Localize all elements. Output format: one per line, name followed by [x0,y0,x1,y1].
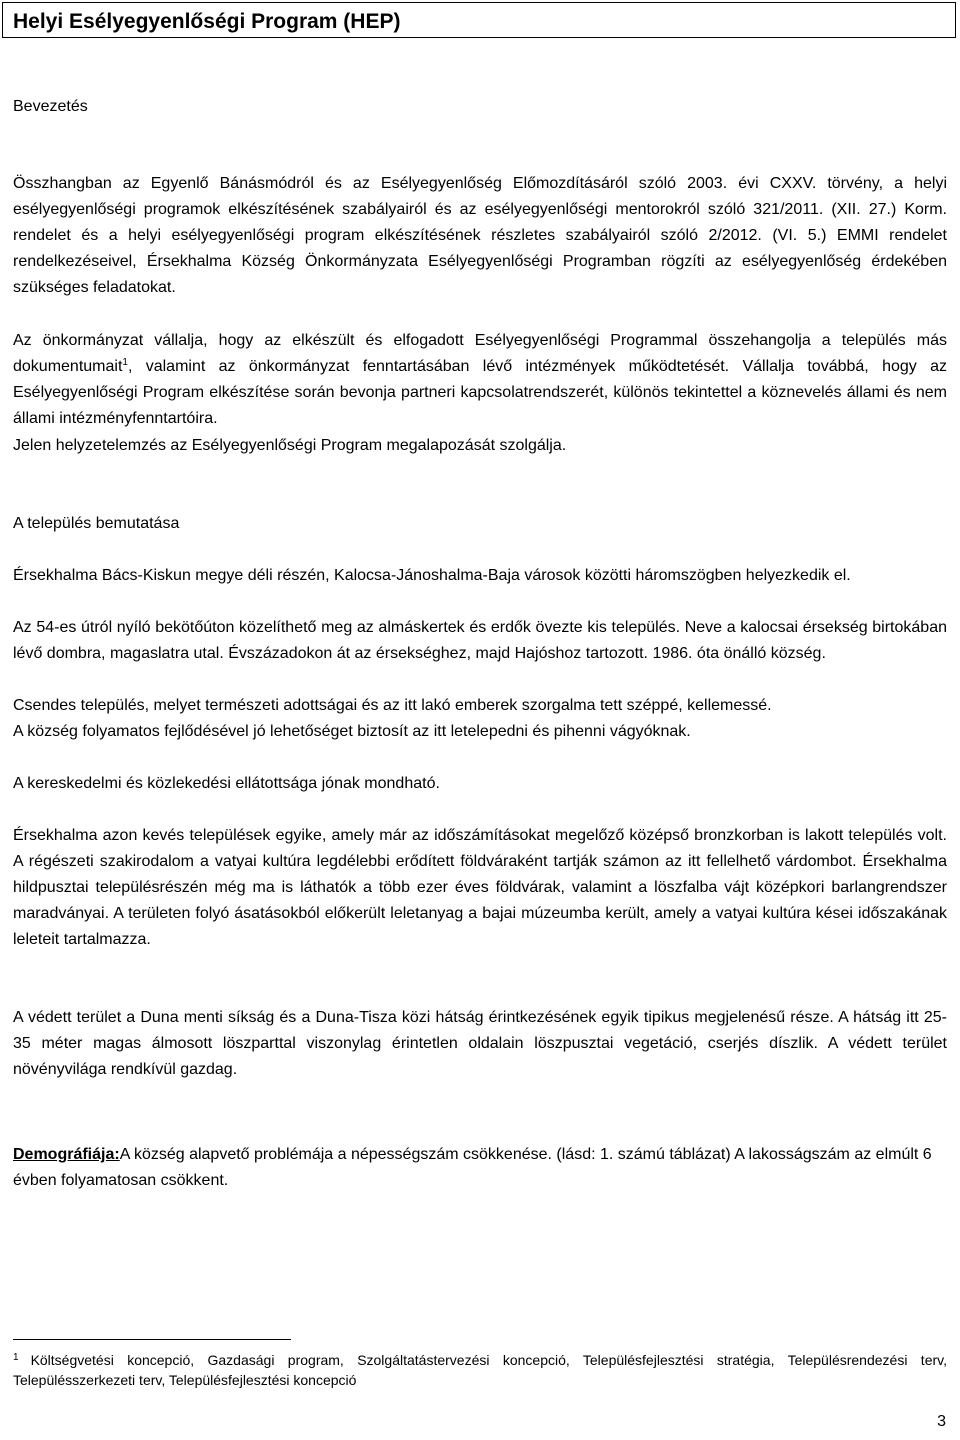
footnote [13,1350,947,1390]
location-paragraph: Érsekhalma Bács-Kiskun megye déli részén, Kalocsa-Jánoshalma-Baja városok közötti háromszögben helyezkedik el. [13,567,851,584]
bronze-age-paragraph: Érsekhalma azon kevés települések egyike, amely már az időszámításokat megelőző középső bronzkorban is lakott település volt. A régészeti szakirodalom a vatyai kultúra legdélebbi erődített földváraként tartják számon az itt fellelhető várdombot. Érsekhalma hildpusztai településrészén még ma is láthatók a több ezer éves földvárak, valamint a löszfalba vájt középkori barlangrendszer maradványai. A területen folyó ásatásokból előkerült leletanyag a bajai múzeumba került, amely a vatyai kultúra kései időszakának leleteit tartalmazza. [13,827,947,948]
page-number: 3 [937,1413,946,1430]
commitment-paragraph [13,328,947,432]
demography-text: A község alapvető problémája a népességszám csökkenése. (lásd: 1. számú táblázat) A lakosságszám az elmúlt 6 évben folyamatosan csökkent. [13,1146,932,1189]
quiet-sentence: Csendes település, melyet természeti adottságai és az itt lakó emberek szorgalma tett széppé, kellemessé. [13,697,772,714]
demography-paragraph [13,1142,947,1194]
demography-label: Demográfiája: [13,1146,120,1163]
document-title: Helyi Esélyegyenlőségi Program (HEP) [13,10,401,33]
title-box [2,2,956,38]
development-sentence: A község folyamatos fejlődésével jó lehetőséget biztosít az itt letelepedni és pihenni vágyóknak. [13,723,691,740]
commitment-text-part1: Az önkormányzat vállalja, hogy az elkészült és elfogadott Esélyegyenlőségi Programmal összehangolja a település más dokumentumait [13,332,947,375]
bevezetes-heading: Bevezetés [13,98,88,115]
footnote-separator [13,1339,291,1340]
footnote-reference: 1 [122,357,128,368]
commitment-text-part2: , valamint az önkormányzat fenntartásában lévő intézmények működtetését. Vállalja továbbá, hogy az Esélyegyenlőségi Program elkészítése során bevonja partneri kapcsolatrendszerét, különös tekintettel a köznevelés állami és nem állami intézményfenntartóira. [13,358,947,427]
trade-sentence: A kereskedelmi és közlekedési ellátottsága jónak mondható. [13,775,440,792]
telepules-heading: A település bemutatása [13,515,180,532]
footnote-text: Költségvetési koncepció, Gazdasági program, Szolgáltatástervezési koncepció, Településfejlesztési stratégia, Településrendezési terv, Településszerkezeti terv, Településfejlesztési koncepció [13,1352,947,1388]
intro-paragraph: Összhangban az Egyenlő Bánásmódról és az Esélyegyenlőség Előmozdításáról szóló 2003. évi CXXV. törvény, a helyi esélyegyenlőségi programok elkészítésének szabályairól és az esélyegyenlőségi mentorokról szóló 321/2011. (XII. 27.) Korm. rendelet és a helyi esélyegyenlőségi program elkészítésének részletes szabályairól szóló 2/2012. (VI. 5.) EMMI rendelet rendelkezéseivel, Érsekhalma Község Önkormányzata Esélyegyenlőségi Programban rögzíti az esélyegyenlőség érdekében szükséges feladatokat. [13,175,947,296]
orchards-paragraph: Az 54-es útról nyíló bekötőúton közelíthető meg az almáskertek és erdők övezte kis település. Neve a kalocsai érsekség birtokában lévő dombra, magaslatra utal. Évszázadokon át az érsekséghez, majd Hajóshoz tartozott. 1986. óta önálló község. [13,619,947,662]
footnote-mark: 1 [13,1352,19,1363]
situation-sentence: Jelen helyzetelemzés az Esélyegyenlőségi Program megalapozását szolgálja. [13,437,567,454]
protected-area-paragraph: A védett terület a Duna menti síkság és a Duna-Tisza közi hátság érintkezésének egyik tipikus megjelenésű része. A hátság itt 25-35 méter magas álmosott löszparttal viszonylag érintetlen oldalain löszpusztai vegetáció, cserjés díszlik. A védett terület növényvilága rendkívül gazdag. [13,1009,947,1078]
